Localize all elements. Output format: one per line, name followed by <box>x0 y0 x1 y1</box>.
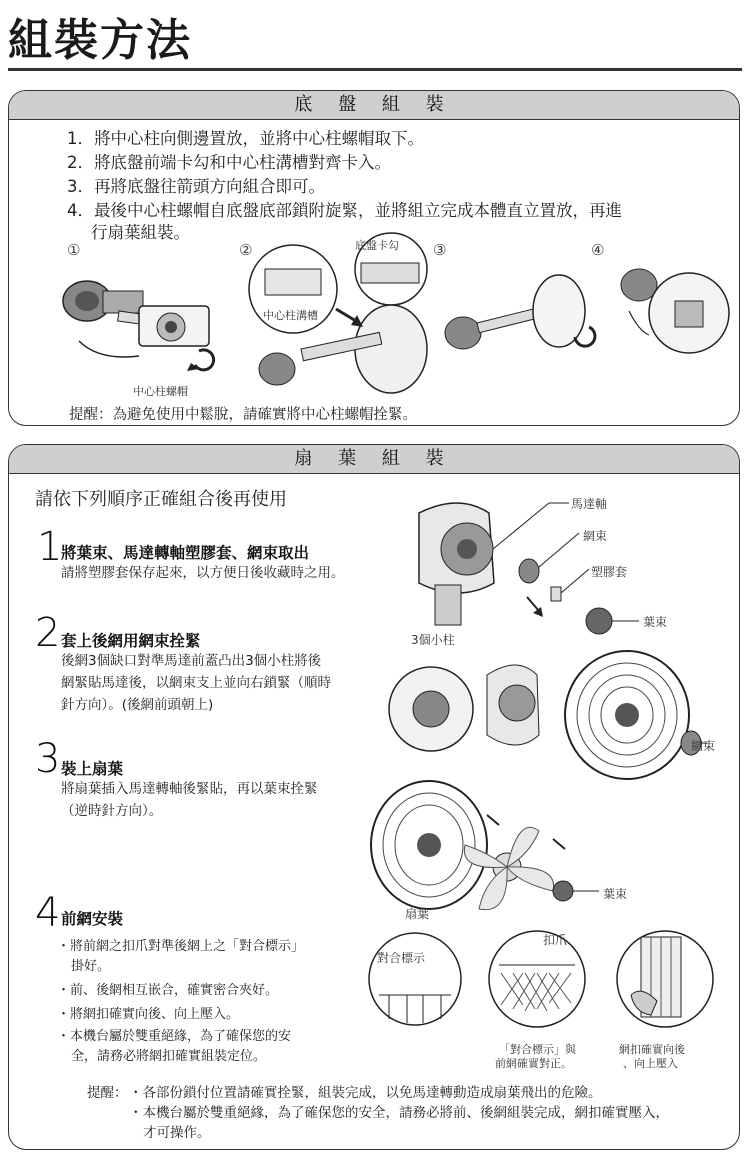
step-4-bullet-2: ・前、後網相互嵌合，確實密合夾好。 <box>57 983 279 998</box>
base-step-4: 4．最後中心柱螺帽自底盤底部鎖附旋緊，並將組立完成本體直立置放，再進 <box>67 201 622 220</box>
figure-marker-3: ③ <box>433 241 447 259</box>
base-assembly-heading: 底 盤 組 裝 <box>9 91 739 120</box>
step-2-number: 2 <box>35 610 61 656</box>
step-4-number: 4 <box>35 890 61 936</box>
label-blade: 扇葉 <box>405 907 430 921</box>
blade-reminder-line-3: 才可操作。 <box>143 1125 211 1141</box>
base-reminder: 提醒：為避免使用中鬆脫，請確實將中心柱螺帽拴緊。 <box>69 407 417 423</box>
step-1-body: 請將塑膠套保存起來，以方便日後收藏時之用。 <box>61 565 345 581</box>
figure-marker-4: ④ <box>591 241 605 259</box>
base-step-4-cont: 行扇葉組裝。 <box>91 223 190 242</box>
figure-marker-1: ① <box>67 241 81 259</box>
blade-assembly-section <box>8 444 740 1150</box>
figure-marker-2: ② <box>239 241 253 259</box>
step-2-body-1: 後網3個缺口對準馬達前蓋凸出3個小柱將後 <box>61 653 322 669</box>
align-mark-illustration <box>365 925 465 1035</box>
label-center-groove: 中心柱溝槽 <box>263 309 318 322</box>
label-base-hook: 底盤卡勾 <box>355 239 399 252</box>
motor-parts-illustration <box>399 493 729 643</box>
step-2-title: 套上後網用網束拴緊 <box>61 632 201 650</box>
base-step-illustration-4 <box>609 261 729 371</box>
caption-align-1: 「對合標示」與 <box>499 1043 576 1056</box>
base-step-1: 1．將中心柱向側邊置放，並將中心柱螺帽取下。 <box>67 129 424 148</box>
label-net-clamp: 網束 <box>583 529 608 543</box>
step-3-title: 裝上扇葉 <box>61 760 124 778</box>
step-3-body-2: （逆時針方向）。 <box>61 803 163 819</box>
blade-reminder-line-1: ・各部份鎖付位置請確實拴緊，組裝完成，以免馬達轉動造成扇葉飛出的危險。 <box>129 1085 602 1101</box>
label-align-mark: 對合標示 <box>377 951 426 965</box>
label-blade-clamp-2: 葉束 <box>603 887 628 901</box>
blade-assembly-heading: 扇 葉 組 裝 <box>9 445 739 474</box>
blade-intro: 請依下列順序正確組合後再使用 <box>35 489 287 510</box>
step-1-title: 將葉束、馬達轉軸塑膠套、網束取出 <box>61 544 310 562</box>
base-step-3: 3．再將底盤往箭頭方向組合即可。 <box>67 177 325 196</box>
blade-reminder-label: 提醒： <box>87 1085 128 1101</box>
step-3-body-1: 將扇葉插入馬達轉軸後緊貼，再以葉束拴緊 <box>61 781 318 797</box>
base-step-illustration-3 <box>439 271 589 371</box>
step-1-number: 1 <box>37 524 63 570</box>
claw-illustration <box>483 925 593 1035</box>
step-4-bullet-4b: 全，請務必將網扣確實組裝定位。 <box>71 1049 267 1064</box>
step-4-bullet-1b: 掛好。 <box>71 959 111 974</box>
page-title: 組裝方法 <box>8 15 192 66</box>
step-4-bullet-3: ・將網扣確實向後、向上壓入。 <box>57 1007 240 1022</box>
step-2-body-3: 針方向）。(後網前頭朝上) <box>61 697 214 713</box>
caption-clip-2: 、向上壓入 <box>623 1057 678 1070</box>
base-step-2: 2．將底盤前端卡勾和中心柱溝槽對齊卡入。 <box>67 153 391 172</box>
step-4-title: 前網安裝 <box>61 910 124 928</box>
caption-align-2: 前網確實對正。 <box>495 1057 572 1070</box>
rear-grill-illustration <box>387 645 727 785</box>
blade-reminder-line-2: ・本機台屬於雙重絕緣，為了確保您的安全，請務必將前、後網組裝完成，網扣確實壓入， <box>129 1105 669 1121</box>
label-motor-shaft: 馬達軸 <box>571 497 608 511</box>
label-net-clamp-2: 網束 <box>691 739 716 753</box>
caption-clip-1: 網扣確實向後 <box>619 1043 685 1056</box>
step-3-number: 3 <box>35 736 61 782</box>
label-plastic-sleeve: 塑膠套 <box>591 565 628 579</box>
step-2-body-2: 網緊貼馬達後，以網束支上並向右鎖緊（順時 <box>61 675 331 691</box>
title-divider <box>8 68 742 71</box>
clip-illustration <box>611 925 721 1035</box>
base-step-illustration-1 <box>59 271 239 391</box>
step-4-bullet-4: ・本機台屬於雙重絕緣，為了確保您的安 <box>57 1029 292 1044</box>
step-4-bullet-1: ・將前網之扣爪對準後網上之「對合標示」 <box>57 939 305 954</box>
label-claw: 扣爪 <box>543 933 568 947</box>
label-three-pins: 3個小柱 <box>411 633 455 647</box>
label-center-nut: 中心柱螺帽 <box>133 385 188 398</box>
base-assembly-section <box>8 90 740 426</box>
label-blade-clamp: 葉束 <box>643 615 668 629</box>
